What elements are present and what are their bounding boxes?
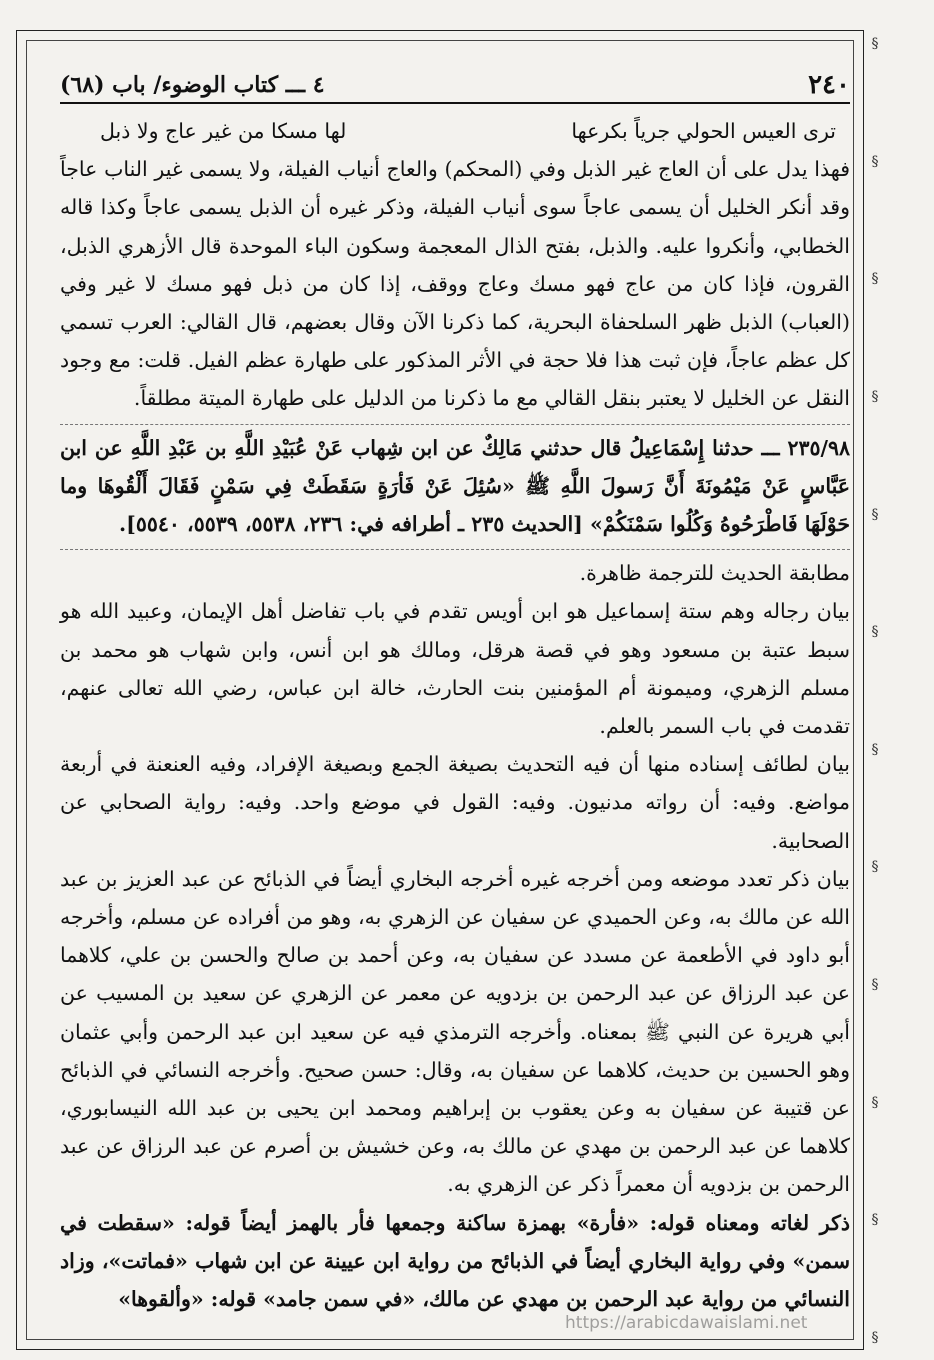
commentary-paragraph: بيان ذكر تعدد موضعه ومن أخرجه غيره أخرجه البخاري أيضاً في الذبائح عن عبد العزيز بن عبد الله عن مالك به، وعن الحميدي عن سفيان عن الزهري به، وهو من أفراده عن مسلم، وأخرجه أبو داود في الأطعمة عن مسدد عن سفيان به، وعن أحمد بن صالح والحسن بن علي، كلاهما عن عبد الرزاق عن عبد الرحمن بن بزدويه عن معمر عن الزهري عن سعيد بن المسيب عن أبي هريرة عن النبي ﷺ بمعناه. وأخرجه الترمذي فيه عن سعيد ابن عبد الرحمن وأبي عثمان وهو الحسين بن حديث، كلاهما عن سفيان به، وقال: حسن صحيح. وأخرجه النسائي في الذبائح عن قتيبة عن سفيان به وعن يعقوب بن إبراهيم ومحمد ابن يحيى بن عبد الله النيسابوري، كلاهما عن عبد الرحمن بن مهدي عن مالك به، وعن خشيش بن أصرم عن عبد الرزاق عن عبد الرحمن بن بزدويه أن معمراً ذكر عن الزهري به. xyxy=(60,866,850,1197)
page-number: ٢٤٠ xyxy=(808,70,850,100)
verse-hemistich-first: ترى العيس الحولي جرياً بكرعها xyxy=(571,119,836,143)
commentary-paragraph: مطابقة الحديث للترجمة ظاهرة. xyxy=(579,561,850,586)
poem-verse xyxy=(60,112,850,150)
margin-ornament: § § § § § § § § § § § § xyxy=(871,36,879,1346)
commentary-paragraph: بيان لطائف إسناده منها أن فيه التحديث بصيغة الجمع وبصيغة الإفراد، وفيه العنعنة في أربعة مواضع. وفيه: أن رواته مدنيون. وفيه: القول في موضع واحد. وفيه: رواية الصحابي عن الصحابية. xyxy=(60,752,850,853)
running-head: ٤ ـــ كتاب الوضوء/ باب (٦٨) xyxy=(60,72,325,98)
commentary-paragraph: ذكر لغاته ومعناه قوله: «فأرة» بهمزة ساكنة وجمعها فأر بالهمز أيضاً قوله: «سقطت في سمن» وفي رواية البخاري أيضاً في الذبائح من رواية ابن عيينة عن ابن شهاب «فماتت»، وزاد النسائي من رواية عبد الرحمن بن مهدي عن مالك، «في سمن جامد» قوله: «وألقوها» xyxy=(60,1210,850,1312)
section-divider xyxy=(60,549,850,550)
commentary-paragraph: بيان رجاله وهم ستة إسماعيل هو ابن أويس تقدم في باب تفاضل أهل الإيمان، وعبيد الله هو سبط عتبة بن مسعود وهو في قصة هرقل، ومالك هو ابن أنس، وابن شهاب هو محمد بن مسلم الزهري، وميمونة أم المؤمنين بنت الحارث، خالة ابن عباس، رضي الله تعالى عنهم، تقدمت في باب السمر بالعلم. xyxy=(60,599,850,739)
page-content xyxy=(60,112,850,1318)
section-divider xyxy=(60,424,850,425)
page-header xyxy=(60,68,850,104)
paragraph: فهذا يدل على أن العاج غير الذبل وفي (المحكم) والعاج أنياب الفيلة، ولا يسمى غير الناب عاجاً وقد أنكر الخليل أن يسمى عاجاً سوى أنياب الفيلة، وذكر غيره أن الذبل يسمى عاجاً وكذا قاله الخطابي، وأنكروا عليه. والذبل، بفتح الذال المعجمة وسكون الباء الموحدة قال الأزهري الذبل، القرون، فإذا كان من عاج فهو مسك وعاج ووقف، إذا كان من ذبل فهو مسك لا غير وفي (العباب) الذبل ظهر السلحفاة البحرية، كما ذكرنا الآن وقال بعضهم، قال القالي: العرب تسمي كل عظم عاجاً، فإن ثبت هذا فلا حجة في الأثر المذكور على طهارة عظم الفيل. قلت: مع وجود النقل عن الخليل لا يعتبر بنقل القالي مع ما ذكرنا من الدليل على طهارة الميتة مطلقاً. xyxy=(60,157,851,411)
watermark-url: https://arabicdawaislami.net xyxy=(565,1313,808,1333)
hadith-text: ٢٣٥/٩٨ ـــ حدثنا إِسْمَاعِيلُ قال حدثني مَالِكٌ عن ابن شِهاب عَنْ عُبَيْدِ اللَّهِ بن عَبْدِ اللَّهِ عن ابن عَبَّاسٍ عَنْ مَيْمُونَةَ أَنَّ رَسولَ اللَّهِ ﷺ «سُئِلَ عَنْ فَأرَةٍ سَقَطَتْ فِي سَمْنٍ فَقَالَ أَلْقُوهَا وما حَوْلَهَا فَاطْرَحُوهُ وَكُلُوا سَمْنَكُمْ» [الحديث ٢٣٥ ـ أطرافه في: ٢٣٦، ٥٥٣٨، ٥٥٣٩، ٥٥٤٠]. xyxy=(60,435,850,537)
verse-hemistich-second: لها مسكا من غير عاج ولا ذبل xyxy=(100,119,347,143)
